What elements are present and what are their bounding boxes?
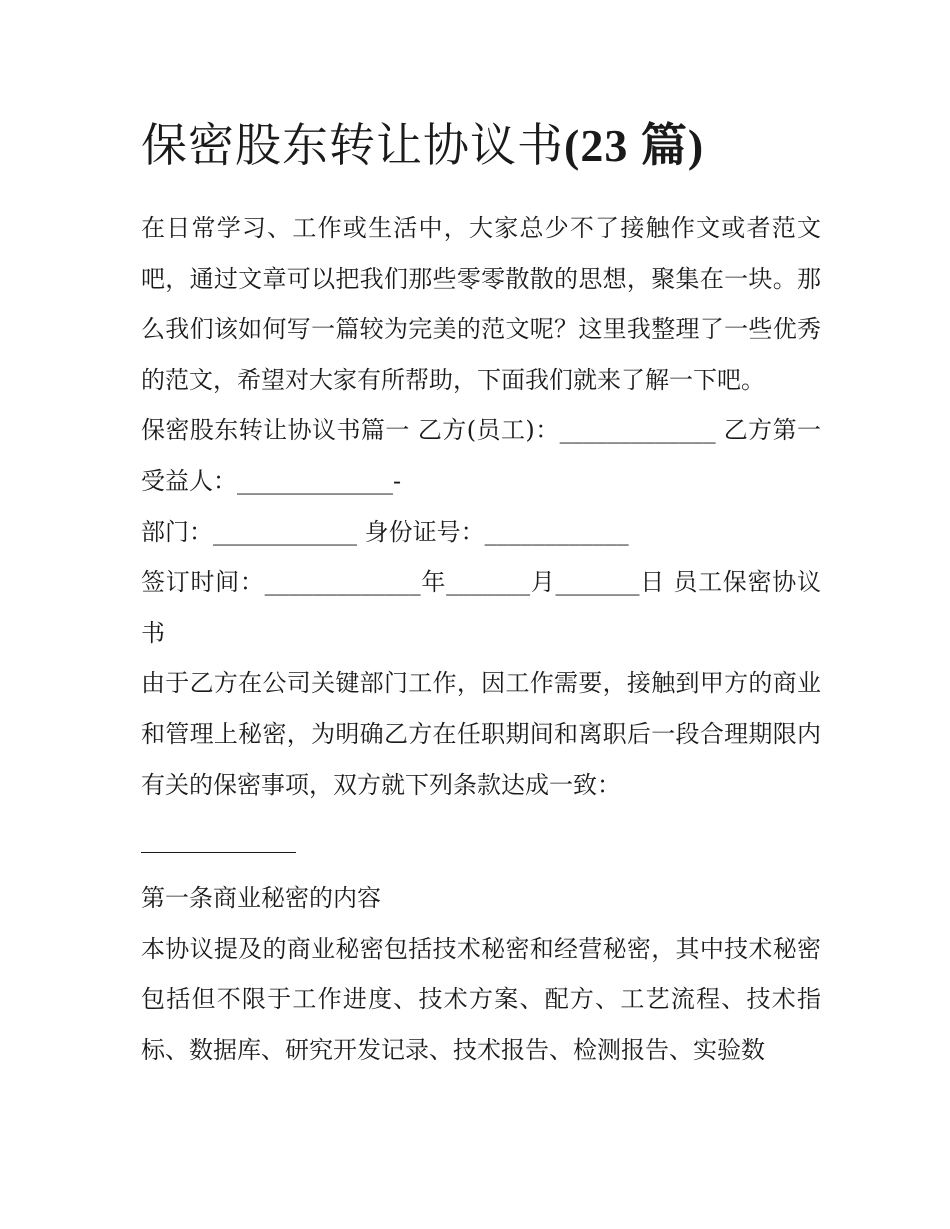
department-id-line: 部门：____________ 身份证号：____________ [141,517,629,546]
intro-paragraph: 在日常学习、工作或生活中，大家总少不了接触作文或者范文吧，通过文章可以把我们那些零零散散的思想，聚集在一块。那么我们该如何写一篇较为完美的范文呢？这里我整理了一些优秀的范文，希望对大家有所帮助，下面我们就来了解一下吧。 [141,214,821,394]
document-title-suffix: (23 篇) [564,120,705,171]
article-one-body: 本协议提及的商业秘密包括技术秘密和经营秘密，其中技术秘密包括但不限于工作进度、技术方案、配方、工艺流程、技术指标、数据库、研究开发记录、技术报告、检测报告、实验数 [141,934,821,1064]
preamble-paragraph: 由于乙方在公司关键部门工作，因工作需要，接触到甲方的商业和管理上秘密，为明确乙方在任职期间和离职后一段合理期限内有关的保密事项，双方就下列条款达成一致： [141,669,821,799]
article-one-heading: 第一条商业秘密的内容 [141,884,381,913]
parties-paragraph: 保密股东转让协议书篇一 乙方(员工)：_____________ 乙方第一受益人：_____________- [141,416,821,495]
document-body [141,112,821,1076]
document-title-main: 保密股东转让协议书 [141,118,564,172]
document-title [141,112,821,179]
signing-time-line: 签订时间：_____________年_______月_______日 员工保密协议书 [141,568,821,647]
blank-rule-line [141,852,296,853]
